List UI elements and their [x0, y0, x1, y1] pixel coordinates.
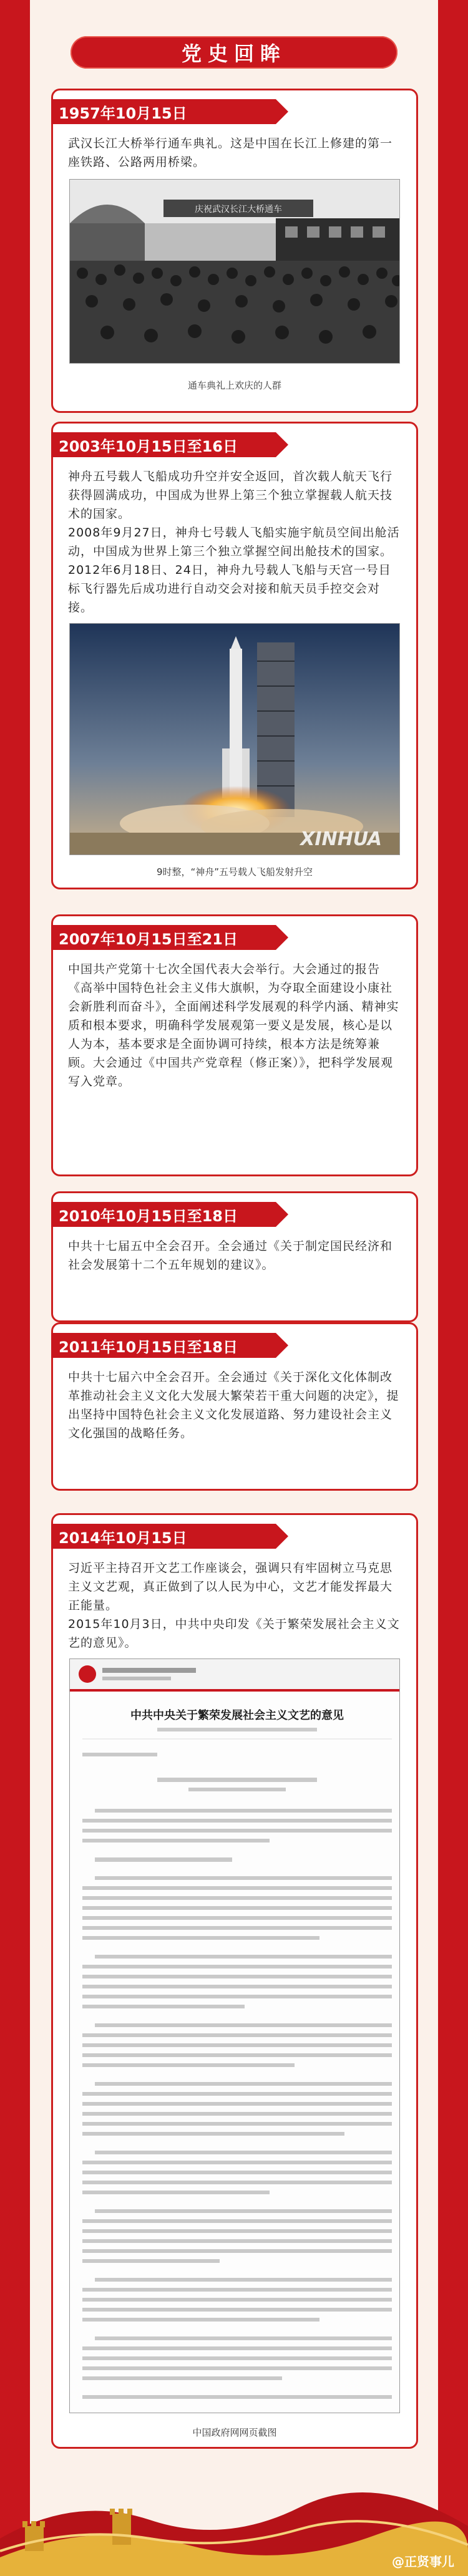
timeline-card-2014: [51, 1513, 418, 2449]
photo-caption: 中国政府网网页截图: [192, 2427, 277, 2438]
date-label: 2003年10月15日至16日: [51, 432, 276, 457]
timeline-card-2003: [51, 422, 418, 889]
entry-text: 2015年10月3日，中共中央印发《关于繁荣发展社会主义文艺的意见》。: [68, 1617, 400, 1650]
watermark-text: XINHUA: [300, 828, 382, 850]
entry-text: 2012年6月18日、24日，神舟九号载人飞船与天宫一号目标飞行器先后成功进行自动交会对接和航天员手控交会对接。: [68, 563, 391, 614]
entry-text: 2008年9月27日，神舟七号载人飞船实施宇航员空间出舱活动，中国成为世界上第三个独立掌握空间出舱技术的国家。: [68, 526, 400, 558]
entry-text: 中共十七届六中全会召开。全会通过《关于深化文化体制改革推动社会主义文化大发展大繁荣若干重大问题的决定》，提出坚持中国特色社会主义文化发展道路、努力建设社会主义文化强国的战略任务。: [68, 1370, 399, 1440]
date-label: 2010年10月15日至18日: [51, 1202, 276, 1227]
rocket-launch-photo: [69, 623, 400, 855]
photo-caption: 通车典礼上欢庆的人群: [187, 380, 281, 391]
timeline-card-1957: [51, 89, 418, 413]
webpage-screenshot: [69, 1658, 400, 2413]
document-title: 中共中央关于繁荣发展社会主义文艺的意见: [130, 1709, 344, 1722]
entry-text: 中国共产党第十七次全国代表大会举行。大会通过的报告《高举中国特色社会主义伟大旗帜，为夺取全面建设小康社会新胜利而奋斗》，全面阐述科学发展观的科学内涵、精神实质和根本要求，明确科学发展观第一要义是发展，核心是以人为本，基本要求是全面协调可持续，根本方法是统筹兼顾。大会通过《中国共产党章程（修正案）》，把科学发展观写入党章。: [68, 962, 399, 1088]
brand-signature: @正贤事儿: [392, 2554, 454, 2569]
timeline-card-2011: [51, 1322, 418, 1491]
date-label: 2011年10月15日至18日: [51, 1333, 276, 1358]
date-label: 2014年10月15日: [51, 1524, 276, 1549]
entry-text: 神舟五号载人飞船成功升空并安全返回，首次载人航天飞行获得圆满成功，中国成为世界上第三个独立掌握载人航天技术的国家。: [68, 470, 393, 521]
page-title: 党史回眸: [71, 36, 397, 69]
entry-text: 习近平主持召开文艺工作座谈会，强调只有牢固树立马克思主义文艺观，真正做到了以人民为中心，文艺才能发挥最大正能量。: [68, 1561, 393, 1612]
timeline-card-2007: [51, 914, 418, 1176]
entry-text: 武汉长江大桥举行通车典礼。这是中国在长江上修建的第一座铁路、公路两用桥梁。: [68, 137, 393, 169]
date-label: 1957年10月15日: [51, 99, 276, 124]
date-label: 2007年10月15日至21日: [51, 925, 276, 950]
photo-caption: 9时整，“神舟”五号载人飞船发射升空: [156, 866, 313, 878]
entry-text: 中共十七届五中全会召开。全会通过《关于制定国民经济和社会发展第十二个五年规划的建议》。: [68, 1239, 393, 1272]
bridge-ceremony-photo: [69, 179, 400, 364]
photo-sign: 庆祝武汉长江大桥通车: [195, 205, 282, 215]
timeline-card-2010: [51, 1191, 418, 1322]
